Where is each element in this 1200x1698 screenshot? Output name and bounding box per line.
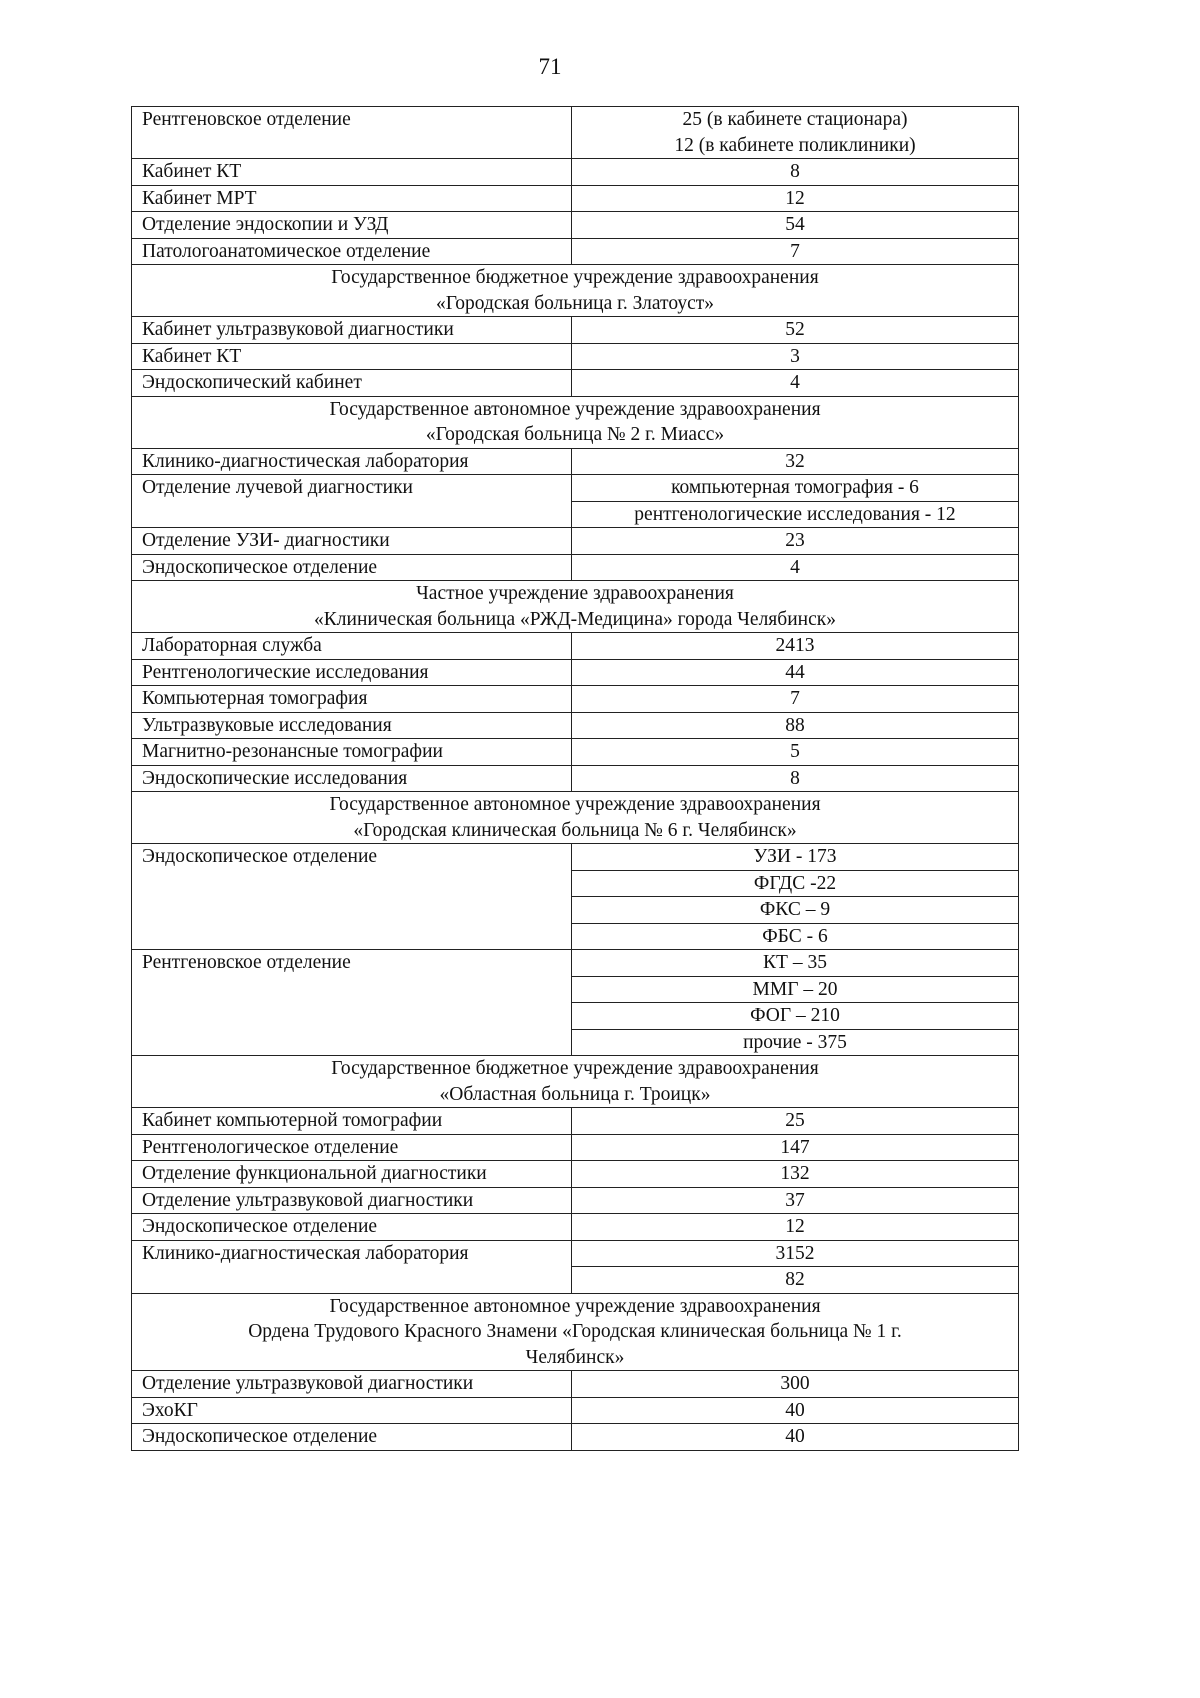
- study-count: 23: [572, 528, 1019, 555]
- institution-header: [132, 1293, 1019, 1371]
- institution-name-line: «Городская больница № 2 г. Миасс»: [425, 424, 725, 445]
- department-name: Отделение ультразвуковой диагностики: [132, 1371, 572, 1398]
- diagnostic-services-table: [131, 106, 1019, 1451]
- study-count: рентгенологические исследования - 12: [572, 501, 1019, 528]
- study-count: 3: [572, 343, 1019, 370]
- table-row: [132, 659, 1019, 686]
- institution-name-line: Государственное автономное учреждение здравоохранения: [329, 398, 821, 420]
- study-count: 44: [572, 659, 1019, 686]
- table-row: [132, 844, 1019, 871]
- study-count: 3152: [572, 1240, 1019, 1267]
- study-count: 12: [572, 185, 1019, 212]
- table-row: [132, 475, 1019, 502]
- study-count: 147: [572, 1134, 1019, 1161]
- study-count: 8: [572, 159, 1019, 186]
- department-name: Отделение функциональной диагностики: [132, 1161, 572, 1188]
- table-row: [132, 1371, 1019, 1398]
- table-row: [132, 1397, 1019, 1424]
- institution-header-row: [132, 581, 1019, 633]
- study-count: 300: [572, 1371, 1019, 1398]
- department-name: Рентгеновское отделение: [132, 950, 572, 1056]
- department-name: Магнитно-резонансные томографии: [132, 739, 572, 766]
- study-count: ММГ – 20: [572, 976, 1019, 1003]
- table-row: [132, 317, 1019, 344]
- department-name: Кабинет КТ: [132, 343, 572, 370]
- table-row: [132, 448, 1019, 475]
- department-name: Отделение лучевой диагностики: [132, 475, 572, 528]
- department-name: Рентгенологическое отделение: [132, 1134, 572, 1161]
- study-count: компьютерная томография - 6: [572, 475, 1019, 502]
- table-row: [132, 1134, 1019, 1161]
- study-count: ФОГ – 210: [572, 1003, 1019, 1030]
- table-row: [132, 1240, 1019, 1267]
- institution-name-line: Ордена Трудового Красного Знамени «Городская клиническая больница № 1 г.: [248, 1321, 902, 1342]
- institution-name-line: Государственное бюджетное учреждение здравоохранения: [331, 267, 819, 288]
- department-name: Кабинет компьютерной томографии: [132, 1108, 572, 1135]
- table-row: [132, 107, 1019, 159]
- institution-name-line: «Клиническая больница «РЖД-Медицина» города Челябинск»: [314, 608, 836, 630]
- institution-header: [132, 1056, 1019, 1108]
- department-name: Эндоскопическое отделение: [132, 554, 572, 581]
- table-body: [132, 107, 1019, 1451]
- institution-name-line: Государственное бюджетное учреждение здравоохранения: [331, 1058, 819, 1079]
- study-count: 37: [572, 1187, 1019, 1214]
- institution-header: [132, 792, 1019, 844]
- table-row: [132, 1161, 1019, 1188]
- study-count: 88: [572, 712, 1019, 739]
- page-number: 71: [538, 54, 562, 79]
- study-count: [572, 107, 1019, 159]
- study-count: прочие - 375: [572, 1029, 1019, 1056]
- table-row: [132, 712, 1019, 739]
- study-count: ФКС – 9: [572, 897, 1019, 924]
- table-row: [132, 159, 1019, 186]
- department-name: ЭхоКГ: [132, 1397, 572, 1424]
- department-name: Кабинет КТ: [132, 159, 572, 186]
- study-count: 2413: [572, 633, 1019, 660]
- department-name: Отделение ультразвуковой диагностики: [132, 1187, 572, 1214]
- study-count: 32: [572, 448, 1019, 475]
- table-row: [132, 212, 1019, 239]
- department-name: Эндоскопическое отделение: [132, 1214, 572, 1241]
- institution-header-row: [132, 396, 1019, 448]
- institution-header-row: [132, 1056, 1019, 1108]
- study-count: ФБС - 6: [572, 923, 1019, 950]
- study-count: УЗИ - 173: [572, 844, 1019, 871]
- study-count: 132: [572, 1161, 1019, 1188]
- institution-name-line: «Городская больница г. Златоуст»: [435, 292, 715, 314]
- institution-header-row: [132, 1293, 1019, 1371]
- department-name: Эндоскопическое отделение: [132, 1424, 572, 1451]
- table-row: [132, 238, 1019, 265]
- department-name: Отделение эндоскопии и УЗД: [132, 212, 572, 239]
- institution-header: [132, 396, 1019, 448]
- institution-name-line: Государственное автономное учреждение здравоохранения: [329, 794, 821, 815]
- department-name: Ультразвуковые исследования: [132, 712, 572, 739]
- study-count: 25: [572, 1108, 1019, 1135]
- institution-header: [132, 265, 1019, 317]
- table-row: [132, 633, 1019, 660]
- study-count-line: 12 (в кабинете поликлиники): [674, 134, 916, 156]
- table-row: [132, 1108, 1019, 1135]
- study-count: 54: [572, 212, 1019, 239]
- table-row: [132, 1214, 1019, 1241]
- study-count: 5: [572, 739, 1019, 766]
- institution-header-row: [132, 792, 1019, 844]
- institution-header-row: [132, 265, 1019, 317]
- institution-header: [132, 581, 1019, 633]
- table-row: [132, 370, 1019, 397]
- department-name: Клинико-диагностическая лаборатория: [132, 1240, 572, 1293]
- table-row: [132, 686, 1019, 713]
- department-name: Эндоскопическое отделение: [132, 844, 572, 950]
- department-name: Кабинет МРТ: [132, 185, 572, 212]
- institution-name-line: Частное учреждение здравоохранения: [416, 583, 734, 604]
- study-count: 7: [572, 686, 1019, 713]
- table-row: [132, 739, 1019, 766]
- study-count: КТ – 35: [572, 950, 1019, 977]
- study-count: 12: [572, 1214, 1019, 1241]
- department-name: Рентгенологические исследования: [132, 659, 572, 686]
- study-count: 4: [572, 554, 1019, 581]
- department-name: Компьютерная томография: [132, 686, 572, 713]
- department-name: Лабораторная служба: [132, 633, 572, 660]
- study-count: 40: [572, 1397, 1019, 1424]
- table-row: [132, 765, 1019, 792]
- department-name: Отделение УЗИ- диагностики: [132, 528, 572, 555]
- study-count: ФГДС -22: [572, 870, 1019, 897]
- table-row: [132, 185, 1019, 212]
- study-count: 8: [572, 765, 1019, 792]
- table-row: [132, 1424, 1019, 1451]
- institution-name-line: «Городская клиническая больница № 6 г. Челябинск»: [353, 819, 797, 841]
- institution-name-line: «Областная больница г. Троицк»: [439, 1083, 711, 1105]
- study-count: 52: [572, 317, 1019, 344]
- study-count: 40: [572, 1424, 1019, 1451]
- department-name: Рентгеновское отделение: [132, 107, 572, 159]
- institution-name-line: Государственное автономное учреждение здравоохранения: [329, 1295, 821, 1317]
- study-count: 4: [572, 370, 1019, 397]
- table-row: [132, 528, 1019, 555]
- department-name: Кабинет ультразвуковой диагностики: [132, 317, 572, 344]
- department-name: Клинико-диагностическая лаборатория: [132, 448, 572, 475]
- study-count: 7: [572, 238, 1019, 265]
- institution-name-line: Челябинск»: [525, 1346, 625, 1368]
- study-count: 82: [572, 1267, 1019, 1294]
- department-name: Эндоскопические исследования: [132, 765, 572, 792]
- study-count-line: 25 (в кабинете стационара): [682, 109, 908, 130]
- table-row: [132, 1187, 1019, 1214]
- department-name: Патологоанатомическое отделение: [132, 238, 572, 265]
- table-row: [132, 950, 1019, 977]
- department-name: Эндоскопический кабинет: [132, 370, 572, 397]
- table-row: [132, 554, 1019, 581]
- table-row: [132, 343, 1019, 370]
